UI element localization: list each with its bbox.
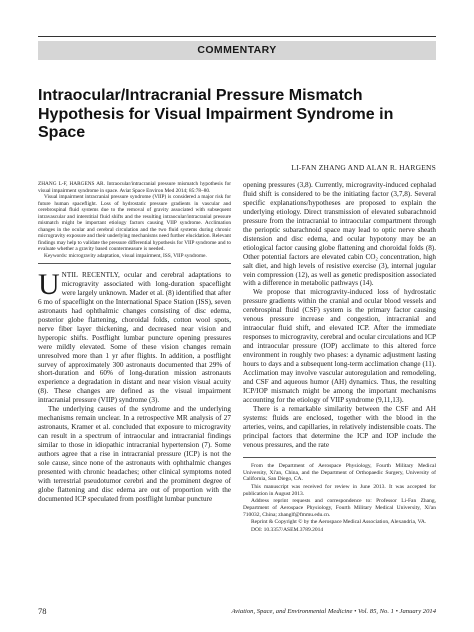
footnote-correspondence: Address reprint requests and correspondence to: Professor Li-Fan Zhang, Department of Aerospace Physiology, Fourth Military Medical University, Xi'an 710032, China; zhanglf@fmmu.edu.cn.: [243, 498, 436, 518]
body-paragraph-4: We propose that microgravity-induced loss of hydrostatic pressure gradients within the cranial and ocular blood vessels and cerebrospinal fluid (CSF) system is the primary factor causing venous pressure increase and congestion, intracranial and intraocular fluid shift, and elevated ICP. After the immediate responses to microgravity, cerebral and ocular circulations and ICP and intraocular pressure (IOP) acclimate to this altered force environment in roughly two phases: a dynamic adjustment lasting hours to days and a subsequent long-term acclimation change (11). Acclimation may involve vascular autoregulation and remodeling, and CSF and aqueous humor (AH) dynamics. Thus, the resulting ICP/IOP mismatch might be among the important mechanisms accounting for the etiology of VIIP syndrome (9,11,13).: [243, 288, 436, 404]
body-paragraph-1-text: NTIL RECENTLY, ocular and cerebral adaptations to microgravity associated with long-duration spaceflight were largely unknown. Mader et al. (8) identified that after 6 mo of spaceflight on the International Space Station (ISS), seven astronauts had ophthalmic changes consisting of disc edema, posterior globe flattening, choroidal folds, cotton wool spots, nerve fiber layer thickening, and decreased near vision and hyperopic shifts. Postflight lumbar puncture opening pressures were mildly elevated. Some of these vision changes remain unresolved more than 1 yr after flights. In addition, a postflight survey of approximately 300 astronauts documented that 29% of short-duration and 60% of long-duration mission astronauts experience a degradation in distant and near vision visual acuity (8). These changes are defined as the visual impairment intracranial pressure (VIIP) syndrome (3).: [38, 271, 231, 405]
footnote-divider: [243, 457, 436, 458]
footnote-affiliation: From the Department of Aerospace Physiology, Fourth Military Medical University, Xi'an, China, and the Department of Orthopaedic Surgery, University of California, San Diego, CA.: [243, 462, 436, 483]
abstract: [38, 181, 231, 259]
abstract-citation: ZHANG L-F, HARGENS AR. Intraocular/intracranial pressure mismatch hypothesis for visual impairment syndrome in space. Aviat Space Environ Med 2014; 85:78–80.: [38, 181, 231, 194]
drop-cap: U: [38, 268, 60, 301]
article-title: Intraocular/Intracranial Pressure Mismatch Hypothesis for Visual Impairment Syndrome in Space: [38, 87, 394, 141]
body-paragraph-1: [38, 268, 231, 405]
body-paragraph-5: There is a remarkable similarity between the CSF and AH systems: fluids are enclosed, together with the blood in the arteries, veins, and capillaries, in relatively indistensible coats. The principal factors that determine the ICP and IOP include the venous pressures, and the rate: [243, 404, 436, 449]
footnotes: [243, 463, 436, 534]
page-number: 78: [38, 606, 47, 616]
left-column: [38, 181, 231, 504]
journal-info: Aviation, Space, and Environmental Medicine • Vol. 85, No. 1 • January 2014: [231, 608, 436, 615]
footnote-copyright: Reprint & Copyright © by the Aerospace Medical Association, Alexandria, VA.: [251, 519, 427, 526]
body-paragraph-3: opening pressures (3,8). Currently, microgravity-induced cephalad fluid shift is considered to be the initiating factor (3,7,8). Several specific explanations/hypotheses are proposed to explain the underlying etiology. Direct transmission of elevated subarachnoid pressure from the intracranial to intraocular compartment through the perioptic subarachnoid space may lead to optic nerve sheath distension and disc edema, and ocular hypotony may be an etiological factor causing globe flattening and choroidal folds (8). Other potential factors are elevated cabin CO₂ concentration, high salt diet, and high levels of resistive exercise (3), internal jugular vein compression (12), as well as genetic predisposition associated with a difference in metabolic pathways (14).: [243, 181, 436, 288]
article-authors: LI-FAN ZHANG AND ALAN R. HARGENS: [291, 163, 436, 172]
footnote-received: This manuscript was received for review in June 2013. It was accepted for publication in August 2013.: [243, 483, 436, 497]
header-rule: [38, 36, 436, 37]
right-column: [243, 181, 436, 534]
abstract-divider: [38, 263, 231, 264]
body-paragraph-2: The underlying causes of the syndrome and the underlying mechanisms remain unclear. In a retrospective MR analysis of 27 astronauts, Kramer et al. concluded that exposure to microgravity can result in a spectrum of intraocular and intracranial findings similar to those in idiopathic intracranial hypertension (7). Some authors agree that a rise in intracranial pressure (ICP) is not the sole cause, since none of the astronauts with ophthalmic changes presented with chronic headaches; other clinical symptoms noted with terrestrial pseudotumor cerebri and the prominent degree of globe flattening and disc edema are out of proportion with the documented ICP speculated from postflight lumbar puncture: [38, 405, 231, 503]
abstract-body: Visual impairment intracranial pressure syndrome (VIIP) is considered a major risk for future human spaceflight. Loss of hydrostatic pressure gradients in vascular and cerebrospinal fluid systems due to the removal of gravity associated with subsequent intravascular and interstitial fluid shifts and the resulting intraocular/intracranial pressure mismatch might be important etiology factors causing VIIP syndrome. Acclimation changes in the ocular and cerebral circulation and the two fluid systems during chronic microgravity exposure and their underlying mechanisms need further elucidation. Relevant findings may help to validate the pressure differential hypothesis for VIIP syndrome and to evaluate whether a gravity based countermeasure is needed.: [38, 194, 231, 252]
footnote-doi: DOI: 10.3357/ASEM.3789.2014: [251, 526, 324, 533]
abstract-keywords: Keywords: microgravity adaptation, visual impairment, ISS, VIIP syndrome.: [44, 252, 207, 259]
section-banner: COMMENTARY: [38, 41, 436, 60]
